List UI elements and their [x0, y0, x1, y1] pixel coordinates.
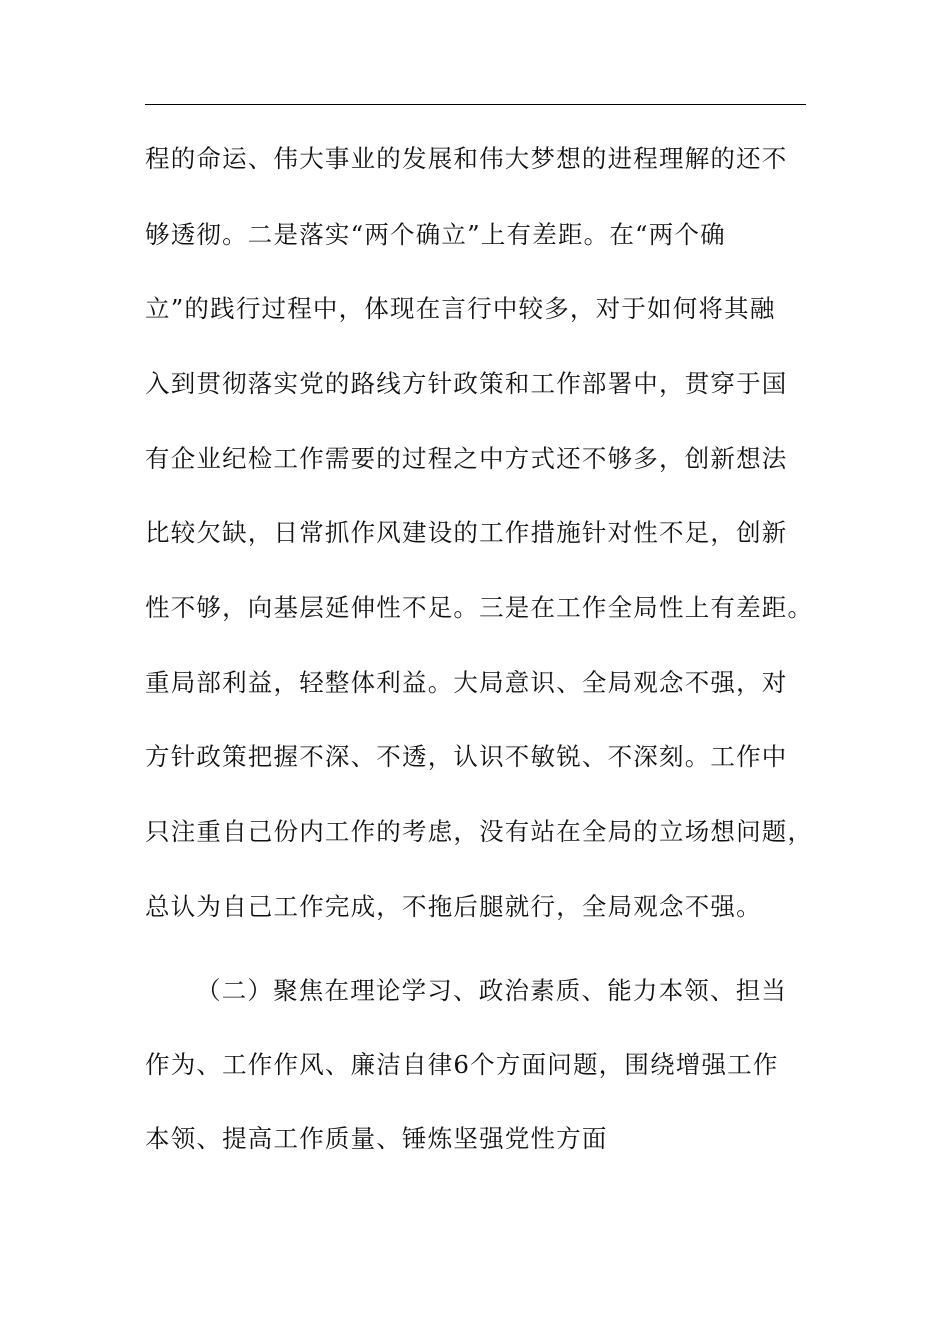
text-line: 重局部利益，轻整体利益。大局意识、全局观念不强，对	[145, 668, 788, 697]
text-line: 够透彻。二是落实“两个确立”上有差距。在“两个确	[145, 220, 726, 249]
text-line: 入到贯彻落实党的路线方针政策和工作部署中，贯穿于国	[145, 369, 788, 398]
text-line: 立”的践行过程中，体现在言行中较多，对于如何将其融	[145, 294, 776, 323]
section-heading-line: 作为、工作作风、廉洁自律6个方面问题，围绕增强工作	[145, 1050, 779, 1079]
text-line: 比较欠缺，日常抓作风建设的工作措施针对性不足，创新	[145, 518, 788, 547]
text-line: 总认为自己工作完成，不拖后腿就行，全局观念不强。	[145, 892, 762, 921]
text-line: 有企业纪检工作需要的过程之中方式还不够多，创新想法	[145, 444, 788, 473]
header-rule	[145, 104, 806, 105]
text-line: 程的命运、伟大事业的发展和伟大梦想的进程理解的还不	[145, 144, 788, 173]
text-line: 只注重自己份内工作的考虑，没有站在全局的立场想问题，	[145, 817, 814, 846]
text-line: 方针政策把握不深、不透，认识不敏锐、不深刻。工作中	[145, 742, 788, 771]
section-heading-line: 本领、提高工作质量、锤炼坚强党性方面	[145, 1124, 608, 1153]
section-heading-line: （二）聚焦在理论学习、政治素质、能力本领、担当	[196, 976, 788, 1005]
text-line: 性不够，向基层延伸性不足。三是在工作全局性上有差距。	[145, 593, 814, 622]
